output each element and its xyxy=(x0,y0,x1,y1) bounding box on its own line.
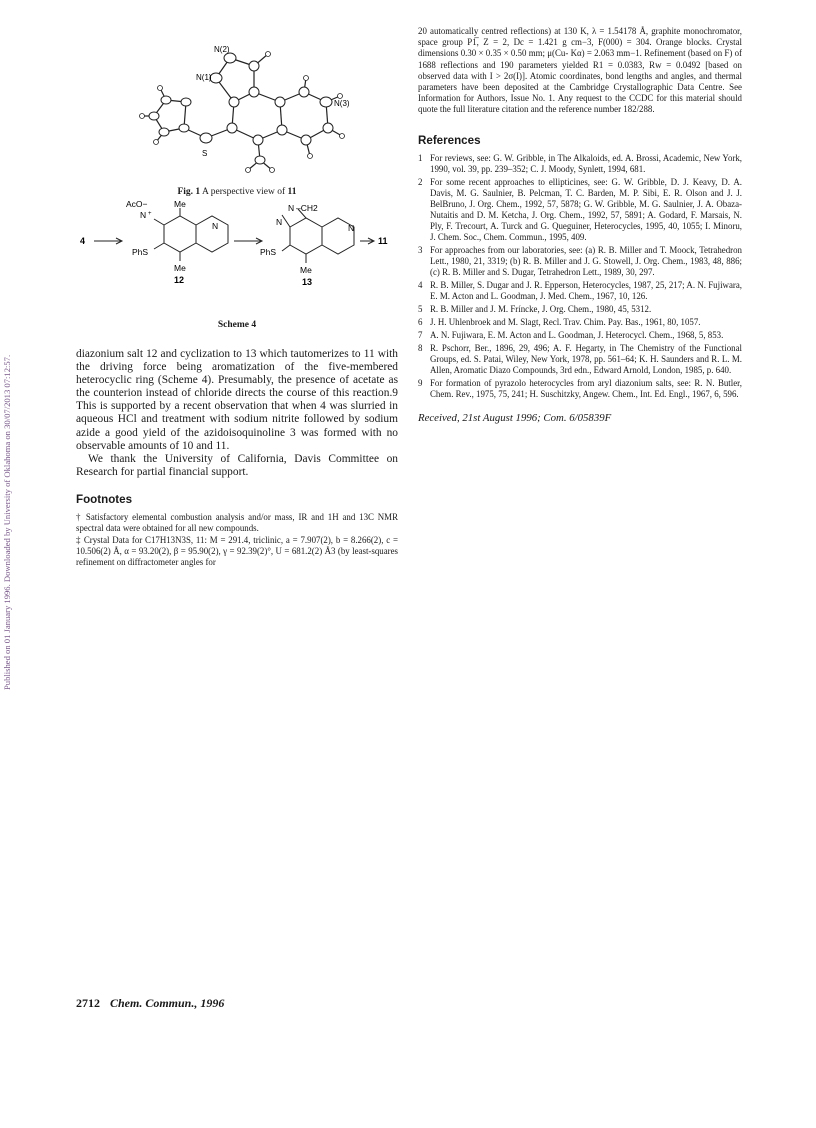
c13-me-label: Me xyxy=(300,265,312,275)
page-footer xyxy=(76,996,224,1011)
received-date: Received, 21st August 1996; Com. 6/05839F xyxy=(418,411,612,424)
reference-item xyxy=(418,153,742,175)
figure-1-structure xyxy=(76,30,398,180)
c13-phs-label: PhS xyxy=(260,247,277,257)
c12-me-bottom-label: Me xyxy=(174,263,186,273)
reference-item xyxy=(418,317,742,328)
download-notice xyxy=(2,230,18,690)
c13-ch2-label: –CH2 xyxy=(296,203,318,213)
reference-item xyxy=(418,330,742,341)
c12-n2-label: N xyxy=(140,210,147,220)
reference-number: 3 xyxy=(418,244,423,255)
figure-1-number: Fig. 1 xyxy=(177,187,201,197)
reference-list xyxy=(418,153,742,400)
reference-text: R. B. Miller and J. M. Fríncke, J. Org. Chem., 1980, 45, 5312. xyxy=(430,303,652,314)
reference-item xyxy=(418,280,742,302)
figure-1-caption xyxy=(76,187,398,197)
atom-label-n1: N(1) xyxy=(196,73,212,82)
reference-text: R. Pschorr, Ber., 1896, 29, 496; A. F. Hegarty, in The Chemistry of the Functional Groups, ed. S. Patai, Wiley, New York, 1978, pp. 561–64; K. H. Saunders and R. L. M. Allen, Aromatic Diazo Compounds, 3rd edn., Edward Arnold, London, 1985, p. 640. xyxy=(430,342,742,375)
journal-name: Chem. Commun., 1996 xyxy=(110,996,225,1010)
reference-number: 1 xyxy=(418,152,423,163)
acknowledgement-paragraph: We thank the University of California, Davis Committee on Research for partial financial support. xyxy=(76,452,398,478)
reference-number: 9 xyxy=(418,377,423,388)
reference-item xyxy=(418,177,742,243)
reference-number: 8 xyxy=(418,342,423,353)
atom-label-s: S xyxy=(202,149,208,158)
c13-number: 13 xyxy=(302,277,313,287)
left-column xyxy=(76,30,398,569)
footnote-double-dagger: ‡ Crystal Data for C17H13N3S, 11: M = 291.4, triclinic, a = 7.907(2), b = 8.266(2), c = 10.506(2) Å, α = 93.20(2), β = 95.90(2), γ = 92.39(2)°, U = 681.2(2) Å3 (by least-squares refinement on diffractometer angles for xyxy=(76,534,398,567)
references-heading: References xyxy=(418,133,481,147)
reference-number: 2 xyxy=(418,176,423,187)
c13-ring-n-label: N xyxy=(348,223,355,233)
c12-plus-label: + xyxy=(148,211,152,217)
reference-number: 4 xyxy=(418,279,423,290)
reference-number: 5 xyxy=(418,303,423,314)
reference-item xyxy=(418,343,742,376)
figure-1-caption-text: A perspective view of xyxy=(200,187,288,197)
footnotes-heading: Footnotes xyxy=(76,492,133,506)
c13-n2-label: N xyxy=(276,217,283,227)
scheme-start-compound: 4 xyxy=(80,236,86,246)
figure-1-compound: 11 xyxy=(287,187,297,197)
c12-phs-label: PhS xyxy=(132,247,149,257)
download-notice-text: Published on 01 January 1996. Downloaded by University of Oklahoma on 30/07/2013 07:12:57. xyxy=(2,354,12,690)
c12-me-top-label: Me xyxy=(174,199,186,209)
right-column xyxy=(418,26,742,424)
reference-text: For formation of pyrazolo heterocycles from aryl diazonium salts, see: R. N. Butler, Chem. Rev., 1975, 75, 241; H. Suschitzky, Angew. Chem., Int. Ed. Engl., 1967, 6, 596. xyxy=(430,377,742,399)
c12-number: 12 xyxy=(174,275,185,285)
crystal-data-continued: 20 automatically centred reflections) at 130 K, λ = 1.54178 Å, graphite monochromator, space group P1̅, Z = 2, Dc = 1.421 g cm−3, F(000) = 304. Orange blocks. Crystal dimensions 0.30 × 0.35 × 0.50 mm; μ(Cu- Kα) = 2.063 mm−1. Refinement (based on F) of 1688 reflections and 190 parameters yielded R1 = 0.0383, Rw = 0.0492 [based on observed data with I > 2σ(I)]. Atomic coordinates, bond lengths and angles, and thermal parameters have been deposited at the Cambridge Crystallographic Data Centre. See Information for Authors, Issue No. 1. Any request to the CCDC for this material should quote the full literature citation and the reference number 182/288. xyxy=(418,26,742,115)
reference-number: 7 xyxy=(418,329,423,340)
page-number: 2712 xyxy=(76,996,100,1010)
scheme-4-label: Scheme 4 xyxy=(217,320,257,330)
reference-text: For approaches from our laboratories, see: (a) R. B. Miller and T. Moock, Tetrahedron Lett., 1980, 21, 3319; (b) R. B. Miller and J. G. Stowell, J. Org. Chem., 1983, 48, 886; (c) R. B. Miller and S. Dugar, Tetrahedron Lett., 1989, 30, 297. xyxy=(430,244,742,277)
reference-text: A. N. Fujiwara, E. M. Acton and L. Goodman, J. Heterocycl. Chem., 1968, 5, 853. xyxy=(430,329,724,340)
reference-text: R. B. Miller, S. Dugar and J. R. Epperson, Heterocycles, 1987, 25, 217; A. N. Fujiwara, E. M. Acton and L. Goodman, J. Med. Chem., 1967, 10, 126. xyxy=(430,279,742,301)
reference-item xyxy=(418,304,742,315)
scheme-4 xyxy=(76,199,398,313)
c13-n-top-label: N xyxy=(288,203,295,213)
c12-acetate-label: AcO− xyxy=(126,199,148,209)
body-paragraph-1: diazonium salt 12 and cyclization to 13 which tautomerizes to 11 with the driving force being aromatization of the five-membered heterocyclic ring (Scheme 4). Presumably, the presence of acetate as the counterion instead of chloride directs the course of this reaction.9 This is supported by a recent observation that when 4 was slurried in aqueous HCl and treatment with sodium nitrite followed by sodium azide a good yield of the azidoisoquinoline 3 was formed with no observable amounts of 10 and 11. xyxy=(76,348,398,452)
atom-label-n3: N(3) xyxy=(334,99,350,108)
atom-label-n2: N(2) xyxy=(214,45,230,54)
reference-number: 6 xyxy=(418,316,423,327)
footnote-dagger: † Satisfactory elemental combustion analysis and/or mass, IR and 1H and 13C NMR spectral data were obtained for all new compounds. xyxy=(76,511,398,533)
c12-ring-n-label: N xyxy=(212,221,219,231)
reference-text: J. H. Uhlenbroek and M. Slagt, Recl. Trav. Chim. Pay. Bas., 1961, 80, 1057. xyxy=(430,316,701,327)
reference-text: For some recent approaches to ellipticines, see: G. W. Gribble, D. J. Keavy, D. A. Davis, M. G. Saulnier, B. Pelcman, T. C. Barden, M. P. Sibi, E. R. Olson and J. J. BelBruno, J. Org. Chem., 1992, 57, 5878; G. W. Gribble, M. G. Saulnier, J. A. Obaza-Nutaitis and D. M. Ketcha, J. Org. Chem., 1992, 57, 5891; A. Godard, F. Marsais, N. Ply, F. Trecourt, A. Turck and G. Queguiner, Heterocycles, 1995, 40, 1055; I. Minoru, J. Chem. Soc., Chem. Commun., 1995, 409. xyxy=(430,176,742,242)
reference-item xyxy=(418,245,742,278)
scheme-end-compound: 11 xyxy=(378,236,388,246)
reference-text: For reviews, see: G. W. Gribble, in The Alkaloids, ed. A. Brossi, Academic, New York, 1990, vol. 39, pp. 239–352; C. J. Moody, Synlett, 1994, 681. xyxy=(430,152,742,174)
reference-item xyxy=(418,378,742,400)
